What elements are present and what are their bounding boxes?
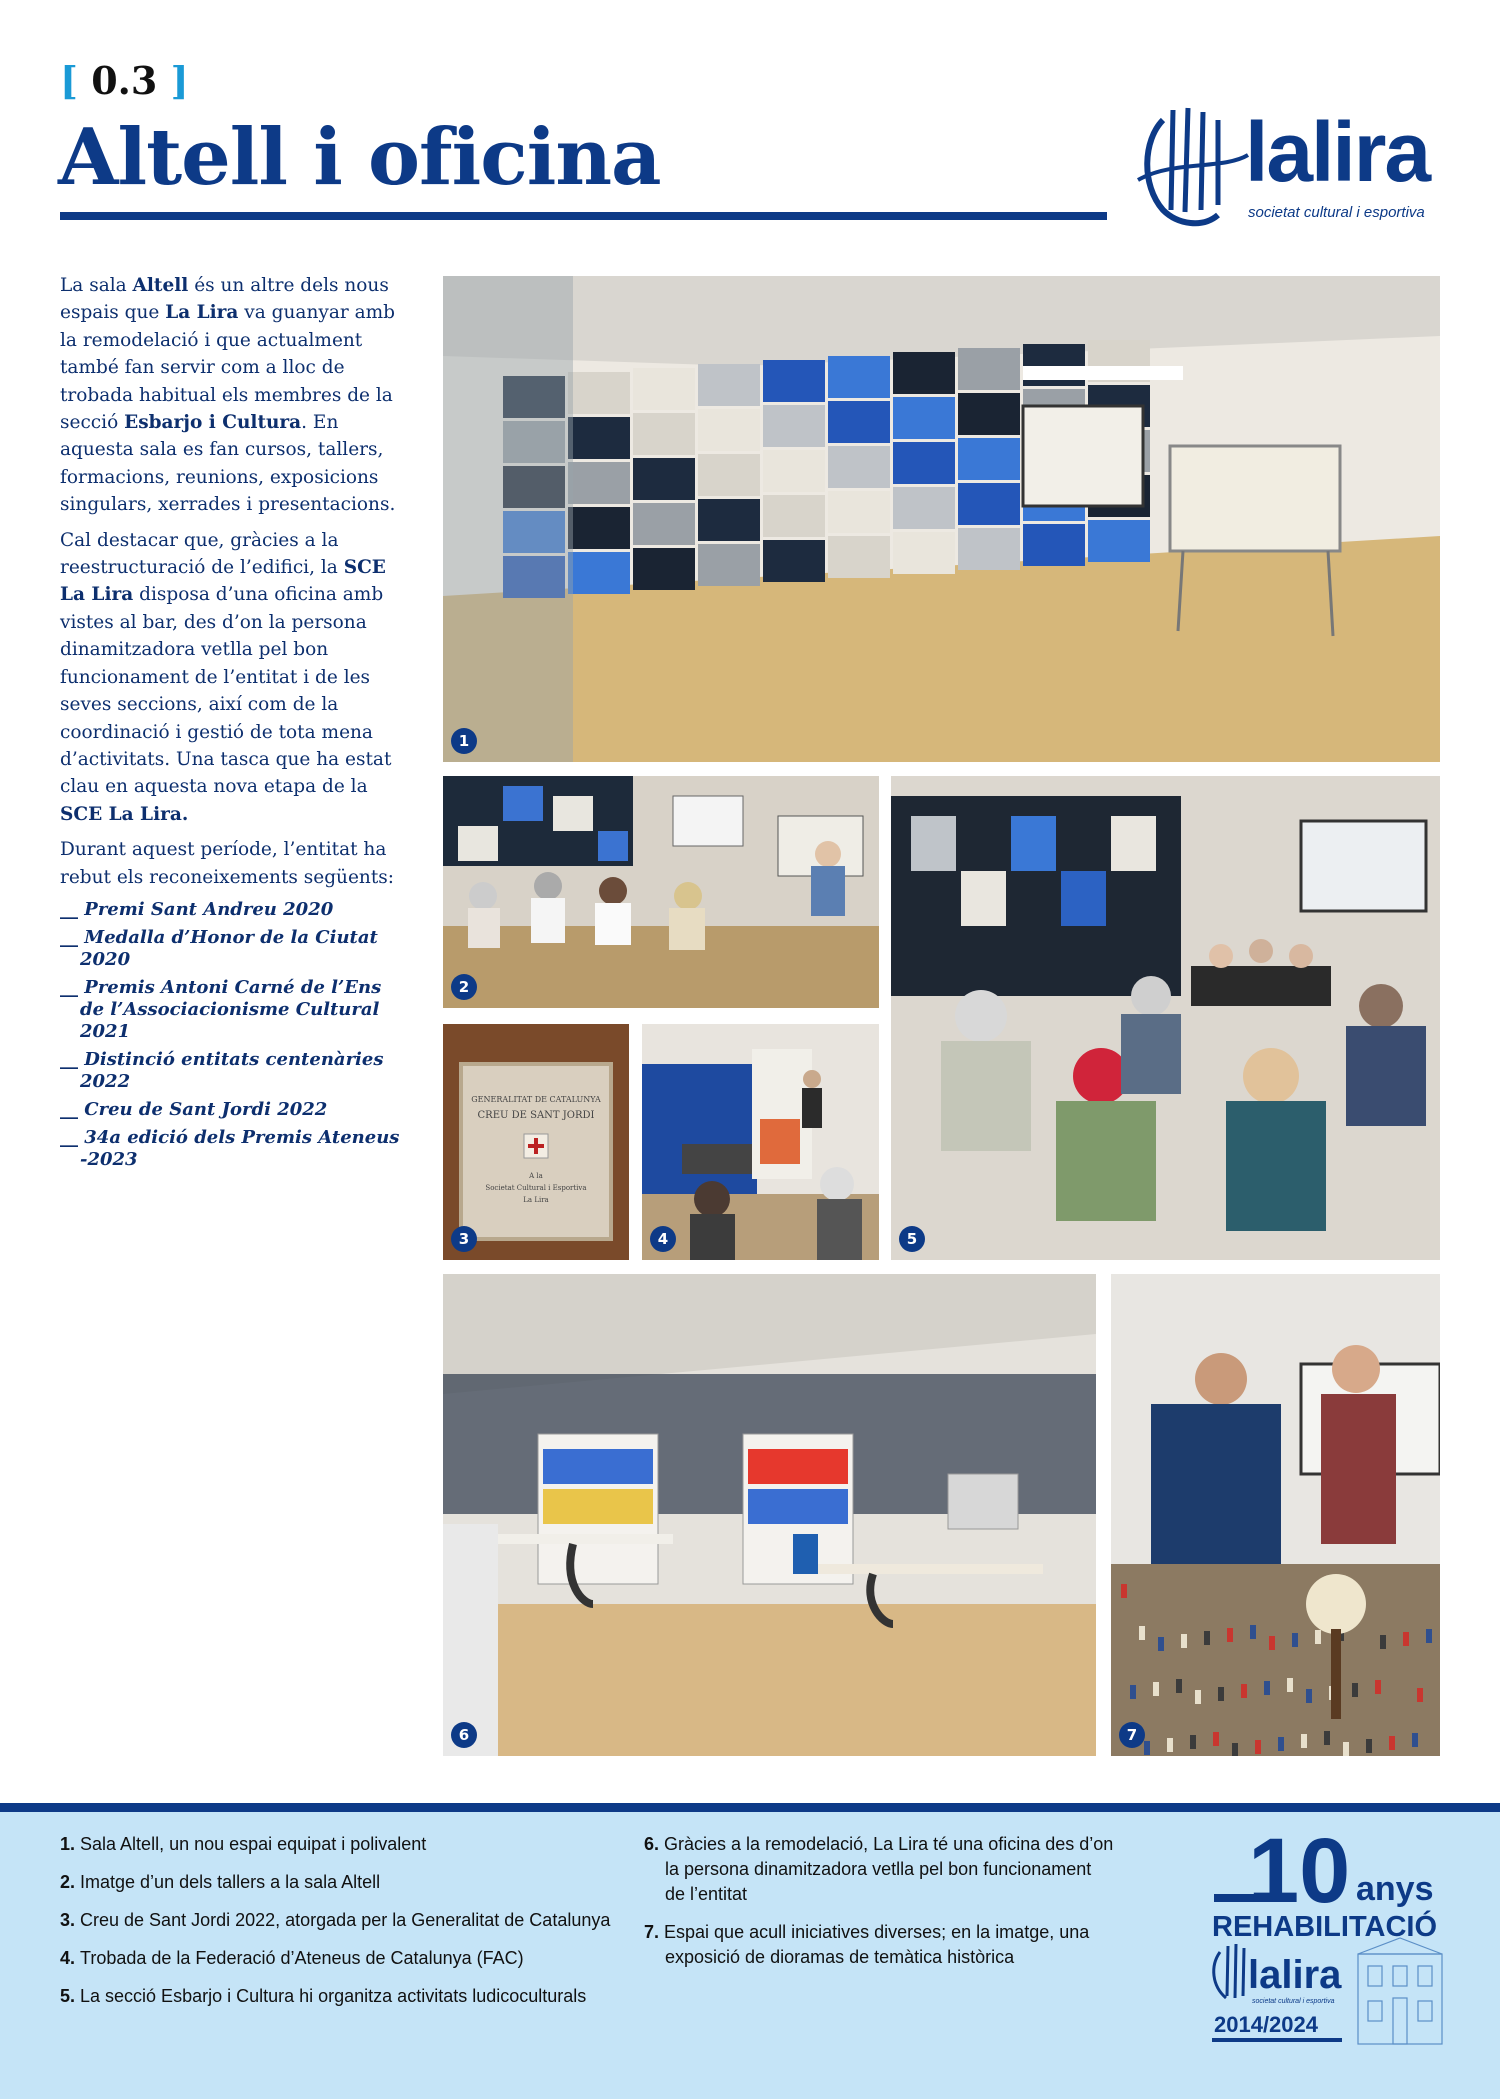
photo-trobada-fac	[642, 1024, 879, 1260]
plaque-line-1: GENERALITAT DE CATALUNYA	[471, 1095, 601, 1104]
anniversary-logo-name: lalira	[1248, 1953, 1342, 1997]
page-title: Altell i oficina	[58, 112, 661, 203]
plaque-line-2: CREU DE SANT JORDI	[477, 1110, 595, 1121]
plaque-line-4: Societat Cultural i Esportiva	[485, 1184, 587, 1192]
section-number-value: 0.3	[91, 58, 158, 103]
award-item: __ Creu de Sant Jordi 2022	[60, 1098, 328, 1120]
text-run: va guanyar amb la remodelació i que actualment també fan servir com a lloc de trobada habitual els membres de la secció	[60, 302, 395, 434]
captions-column-left	[60, 1832, 630, 2022]
award-label: 34a edició dels Premis Ateneus -2023	[80, 1126, 400, 1170]
caption-text: La secció Esbarjo i Cultura hi organitza activitats ludicoculturals	[80, 1986, 587, 2006]
caption-text: Espai que acull iniciatives diverses; en la imatge, una exposició de dioramas de temàtica històrica	[664, 1922, 1090, 1967]
photo-oficina	[443, 1274, 1096, 1756]
text-run: és un altre dels nous espais que	[60, 275, 389, 324]
photo-caption	[60, 1984, 630, 2009]
photo-taller	[443, 776, 879, 1008]
photo-number-badge: 3	[451, 1226, 477, 1252]
anniversary-badge	[1208, 1826, 1448, 2051]
lyre-swirl-icon	[1133, 100, 1253, 235]
text-run: disposa d’una oficina amb vistes al bar, des d’on la persona dinamitzadora vetlla pel bon funcionament de l’entitat i de les seves seccions, així com de la coordinació i gestió de tota mena d’activitats. Una tasca que ha estat clau en aquesta nova etapa de la	[60, 584, 392, 798]
building-facade-icon	[1358, 1938, 1442, 2044]
photo-number-badge: 1	[451, 728, 477, 754]
caption-text: Gràcies a la remodelació, La Lira té una oficina des d’on la persona dinamitzadora vetlla pel bon funcionament de l’entitat	[664, 1834, 1114, 1904]
plaque-line-5: La Lira	[523, 1196, 549, 1204]
photo-diorames	[1111, 1274, 1440, 1756]
award-item: __ 34a edició dels Premis Ateneus -2023	[60, 1126, 400, 1170]
anniversary-digits: 10	[1248, 1826, 1351, 1922]
photo-caption	[60, 1946, 630, 1971]
anniversary-anys: anys	[1356, 1870, 1434, 1908]
caption-number: 1.	[60, 1834, 81, 1854]
anniversary-years: 2014/2024	[1214, 2012, 1318, 2037]
caption-text: Sala Altell, un nou espai equipat i polivalent	[80, 1834, 427, 1854]
photo-esbarjo-cultura	[891, 776, 1440, 1260]
photo-number-badge: 2	[451, 974, 477, 1000]
plaque-line-3: A la	[529, 1172, 543, 1180]
caption-number: 3.	[60, 1910, 81, 1930]
section-number: [ 0.3 ]	[60, 58, 189, 103]
intro-paragraph-3: Durant aquest període, l’entitat ha rebut els reconeixements següents:	[60, 839, 394, 888]
photo-number-badge: 7	[1119, 1722, 1145, 1748]
intro-paragraph-1	[60, 272, 400, 519]
photo-caption	[60, 1908, 630, 1933]
caption-number: 4.	[60, 1948, 81, 1968]
award-label: Creu de Sant Jordi 2022	[84, 1098, 328, 1120]
text-run: Cal destacar que, gràcies a la reestructuració de l’edifici, la	[60, 529, 344, 579]
caption-number: 5.	[60, 1986, 81, 2006]
intro-text	[60, 272, 400, 1177]
logo-name: lalira	[1245, 105, 1430, 199]
anniversary-logo-tagline: societat cultural i esportiva	[1252, 1998, 1335, 2005]
award-item: __ Distinció entitats centenàries 2022	[60, 1048, 384, 1092]
caption-text: Imatge d’un dels tallers a la sala Altell	[80, 1872, 381, 1892]
award-label: Premis Antoni Carné de l’Ens de l’Associacionisme Cultural 2021	[80, 976, 382, 1042]
caption-text: Creu de Sant Jordi 2022, atorgada per la Generalitat de Catalunya	[80, 1910, 611, 1930]
photo-caption	[644, 1832, 1114, 1907]
photo-caption	[60, 1832, 630, 1857]
award-item: __ Medalla d’Honor de la Ciutat 2020	[60, 926, 378, 970]
awards-list	[60, 899, 400, 1171]
text-run: Altell	[132, 275, 189, 296]
caption-number: 6.	[644, 1834, 665, 1854]
photo-caption	[60, 1870, 630, 1895]
lalira-logo	[1133, 100, 1443, 235]
award-label: Medalla d’Honor de la Ciutat 2020	[80, 926, 378, 970]
award-label: Distinció entitats centenàries 2022	[80, 1048, 384, 1092]
photo-number-badge: 6	[451, 1722, 477, 1748]
footer-top-rule	[0, 1803, 1500, 1812]
captions-column-right	[644, 1832, 1114, 1983]
photo-caption	[644, 1920, 1114, 1970]
award-item: __ Premi Sant Andreu 2020	[60, 898, 334, 920]
photo-sala-altell	[443, 276, 1440, 762]
anniversary-label: REHABILITACIÓ	[1212, 1911, 1438, 1943]
text-run: La sala	[60, 275, 133, 296]
intro-paragraph-2	[60, 527, 400, 828]
logo-tagline: societat cultural i esportiva	[1248, 204, 1425, 221]
caption-number: 7.	[644, 1922, 665, 1942]
photo-creu-sant-jordi	[443, 1024, 629, 1260]
text-run: SCE La Lira.	[60, 803, 189, 825]
text-run: . En aquesta sala es fan cursos, tallers, formacions, reunions, exposicions singulars, xerrades i presentacions.	[60, 412, 396, 516]
text-run: SCE La Lira	[60, 557, 386, 606]
caption-text: Trobada de la Federació d’Ateneus de Catalunya (FAC)	[80, 1948, 524, 1968]
photo-number-badge: 5	[899, 1226, 925, 1252]
award-item: __ Premis Antoni Carné de l’Ens de l’Associacionisme Cultural 2021	[60, 976, 382, 1042]
title-underline	[60, 212, 1107, 220]
text-run: Esbarjo i Cultura	[124, 412, 302, 434]
text-run: La Lira	[165, 302, 239, 324]
award-label: Premi Sant Andreu 2020	[84, 898, 334, 920]
photo-number-badge: 4	[650, 1226, 676, 1252]
caption-number: 2.	[60, 1872, 81, 1892]
